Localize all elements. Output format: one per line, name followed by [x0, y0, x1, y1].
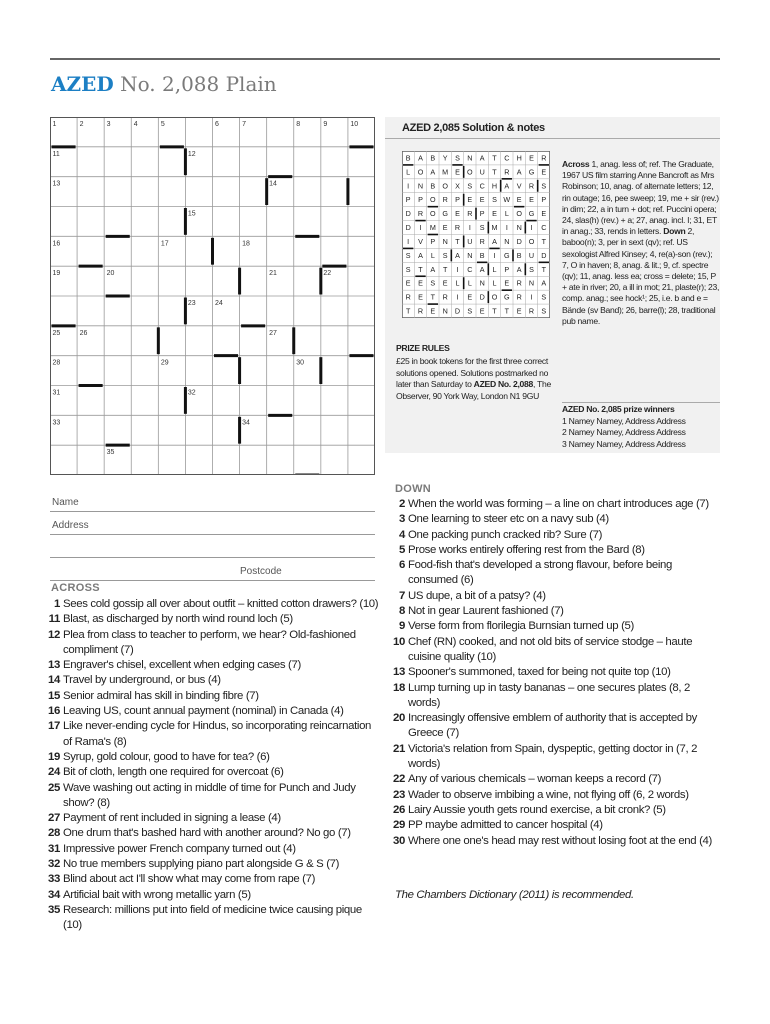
grid-number: 1 [52, 121, 57, 128]
clue-text: One drum that's bashed hard with another around? No go (7) [63, 827, 351, 840]
grid-number: 29 [160, 359, 169, 367]
clue-number: 31 [48, 842, 60, 855]
clue-number: 6 [399, 559, 405, 572]
grid-number: 10 [350, 121, 359, 128]
clue-across-27 [45, 811, 380, 826]
clue-number: 32 [48, 858, 60, 871]
clue-text: Plea from class to teacher to perform, we hear? Old-fashioned compliment (7) [63, 628, 356, 656]
clue-number: 13 [393, 666, 405, 679]
clue-across-19 [45, 750, 380, 765]
top-rule [50, 58, 720, 60]
grid-number: 12 [187, 150, 196, 158]
down-clues [390, 497, 722, 849]
winner-2: 2 Namey Namey, Address Address [562, 427, 686, 438]
solution-row: LOAMEOUTRAGE [406, 167, 547, 177]
clue-number: 24 [48, 766, 60, 779]
clue-number: 10 [393, 635, 405, 648]
winners-title: AZED No. 2,085 prize winners [562, 404, 675, 414]
clue-across-15 [45, 689, 380, 704]
notes-down-label: Down [663, 226, 686, 237]
grid-number: 26 [79, 329, 88, 337]
clue-text: Senior admiral has skill in binding fibre (7) [63, 689, 259, 702]
clue-text: Wader to observe imbibing a wine, not flying off (6, 2 words) [408, 788, 689, 801]
title-brand: AZED [51, 72, 114, 96]
grid-number: 25 [52, 329, 61, 337]
winner-3: 3 Namey Namey, Address Address [562, 438, 686, 449]
clue-number: 14 [48, 674, 60, 687]
solution-row: TRENDSETTERS [405, 306, 547, 316]
grid-number: 18 [242, 240, 250, 248]
clue-number: 25 [48, 781, 60, 794]
grid-number: 11 [52, 150, 60, 158]
clue-number: 5 [399, 543, 405, 556]
clue-number: 34 [48, 888, 60, 901]
solution-row: INBOXSCHAVRS [407, 181, 547, 191]
clue-text: Blind about act I'll show what may come from rape (7) [63, 873, 316, 886]
grid-number: 22 [323, 270, 332, 278]
clue-down-7 [390, 589, 722, 604]
clue-across-28 [45, 826, 380, 841]
prize-text-1: £25 in book tokens for the first three correct solutions opened. Solutions postmarked no later than Saturday to [396, 356, 549, 390]
grid-number: 3 [106, 121, 111, 128]
grid-number: 21 [269, 270, 277, 278]
grid-number: 27 [269, 329, 277, 337]
grid-number: 35 [106, 449, 115, 457]
grid-number: 7 [242, 121, 246, 128]
clue-text: One learning to steer etc on a navy sub (4) [408, 513, 609, 526]
clue-across-24 [45, 765, 380, 780]
grid-number: 8 [296, 121, 301, 128]
clue-down-5 [390, 543, 722, 558]
clue-across-17 [45, 719, 380, 750]
grid-number: 13 [52, 180, 61, 188]
clue-across-31 [45, 842, 380, 857]
clue-number: 18 [393, 681, 405, 694]
clue-text: Not in gear Laurent fashioned (7) [408, 605, 564, 618]
clue-text: Lump turning up in tasty bananas – one secures plates (8, 2 words) [408, 681, 691, 709]
clue-number: 30 [393, 834, 405, 847]
grid-number: 31 [52, 389, 61, 397]
grid-number: 28 [52, 359, 61, 367]
grid-number: 24 [215, 300, 223, 307]
grid-number: 4 [133, 121, 138, 128]
clue-text: Leaving US, count annual payment (nominal) in Canada (4) [63, 705, 344, 718]
clue-text: Victoria's relation from Spain, dyspeptic, getting doctor in (7, 2 words) [408, 742, 698, 771]
solution-row: STATICALPAST [405, 264, 547, 274]
clue-text: Like never-ending cycle for Hindus, so incorporating reincarnation of Rama's (8) [63, 720, 372, 748]
puzzle-title [51, 72, 277, 96]
clue-across-34 [45, 888, 380, 903]
solution-rule [385, 138, 720, 139]
clue-down-6 [390, 558, 722, 589]
clue-number: 29 [393, 819, 405, 832]
clue-number: 28 [48, 827, 60, 840]
clue-text: Increasingly offensive emblem of authority that is accepted by Greece (7) [408, 712, 697, 740]
prize-address-bold: AZED No. 2,088 [473, 379, 533, 390]
winners-rule [562, 402, 720, 403]
dictionary-note: The Chambers Dictionary (2011) is recommended. [395, 889, 634, 901]
clue-number: 8 [399, 605, 405, 618]
clue-text: Food-fish that's developed a strong flavour, before being consumed (6) [408, 559, 673, 587]
clue-down-8 [390, 604, 722, 619]
across-clues [45, 597, 380, 934]
clue-across-11 [45, 612, 380, 627]
clue-down-23 [390, 788, 722, 803]
clue-text: Where one one's head may rest without losing foot at the end (4) [408, 834, 712, 847]
clue-text: Engraver's chisel, excellent when edging cases (7) [63, 659, 301, 672]
clue-text: Payment of rent included in signing a lease (4) [63, 812, 281, 825]
clue-text: When the world was forming – a line on chart introduces age (7) [408, 498, 709, 510]
prize-winners [562, 404, 720, 450]
clue-down-3 [390, 512, 722, 527]
clue-text: PP maybe admitted to cancer hospital (4) [408, 819, 603, 832]
notes-across-label: Across [562, 159, 590, 169]
clue-text: Prose works entirely offering rest from the Bard (8) [408, 543, 645, 556]
solution-row: RETRIEDOGRIS [405, 292, 547, 302]
grid-number: 2 [79, 121, 84, 128]
clue-across-13 [45, 658, 380, 673]
clue-number: 1 [54, 598, 60, 610]
clue-number: 12 [48, 628, 60, 641]
solution-row: DIMERISMINIC [405, 223, 547, 233]
clue-text: Artificial bait with wrong metallic yarn (5) [63, 888, 251, 901]
clue-number: 19 [48, 750, 60, 763]
grid-number: 17 [160, 240, 169, 248]
clue-down-21 [390, 742, 722, 773]
winner-1: 1 Namey Namey, Address Address [562, 415, 686, 426]
title-number: No. 2,088 Plain [120, 72, 277, 96]
clue-down-26 [390, 803, 722, 818]
across-heading: ACROSS [51, 582, 100, 594]
clue-text: Wave washing out acting in middle of time for Punch and Judy show? (8) [63, 781, 356, 809]
crossword-grid[interactable] [50, 117, 375, 475]
clue-number: 20 [393, 712, 405, 725]
grid-number: 20 [106, 270, 115, 278]
clue-down-20 [390, 711, 722, 742]
grid-number: 34 [242, 419, 250, 427]
solution-row: SALSANBIGBUD [405, 250, 547, 260]
prize-text-2: , The Observer, 90 York Way, London N1 9GU [396, 379, 551, 401]
down-heading: DOWN [395, 483, 432, 495]
clue-text: Bit of cloth, length one required for overcoat (6) [63, 766, 284, 779]
clue-across-16 [45, 704, 380, 719]
clue-text: US dupe, a bit of a patsy? (4) [408, 589, 546, 602]
clue-text: Sees cold gossip all over about outfit – knitted cotton drawers? (10) [63, 598, 379, 610]
clue-across-12 [45, 628, 380, 659]
clue-down-30 [390, 834, 722, 849]
clue-down-29 [390, 818, 722, 833]
clue-number: 23 [393, 788, 405, 801]
grid-number: 30 [296, 359, 305, 367]
clue-number: 26 [393, 803, 405, 816]
solution-grid [402, 151, 550, 318]
clue-text: Lairy Aussie youth gets round exercise, a bit cronk? (5) [408, 803, 666, 816]
clue-number: 15 [48, 689, 60, 702]
clue-number: 16 [48, 705, 60, 718]
name-label: Name [52, 497, 79, 508]
grid-number: 15 [187, 210, 196, 218]
clue-down-13 [390, 665, 722, 680]
clue-down-9 [390, 619, 722, 634]
clue-number: 22 [393, 773, 405, 786]
prize-rules-heading: PRIZE RULES [396, 343, 450, 353]
clue-number: 3 [399, 513, 405, 526]
clue-across-14 [45, 673, 380, 688]
clue-number: 27 [48, 812, 60, 825]
address-line-1[interactable] [50, 534, 375, 535]
clue-number: 17 [48, 720, 60, 733]
solution-row: IVPNTURANDOT [407, 236, 547, 246]
prize-rules-text [396, 356, 556, 402]
clue-across-33 [45, 872, 380, 887]
address-label: Address [52, 520, 89, 531]
grid-number: 14 [269, 180, 277, 188]
clue-text: One packing punch cracked rib? Sure (7) [408, 528, 603, 541]
clue-number: 33 [48, 873, 60, 886]
clue-down-10 [390, 635, 722, 666]
solution-row: EESELLNLERNA [405, 278, 547, 288]
clue-text: Any of various chemicals – woman keeps a record (7) [408, 773, 662, 786]
clue-number: 35 [48, 903, 60, 916]
grid-number: 9 [323, 121, 328, 128]
clue-number: 7 [399, 589, 405, 602]
clue-down-4 [390, 528, 722, 543]
grid-number: 5 [160, 121, 165, 128]
grid-number: 33 [52, 419, 61, 427]
clue-across-32 [45, 857, 380, 872]
notes-down-text: 2, baboo(n); 3, per in sext (qv); ref. US sexologist Alfred Kinsey; 4, re(a)-son (rev.); 7, O in haven; 8, anag. & lit.; 9, cf. spectre (qv); 11, anag. less ea; cross = delete; 15, P + ate in river; 20, a ill in mot; 21, plaste(r); 23, comp. anag.; see hock¹; 25, i.e. b and e = Bände (sv Band); 26, barre(l); 28, traditional pub name. [562, 226, 720, 326]
grid-number: 6 [215, 121, 219, 128]
clue-number: 11 [48, 613, 60, 626]
clue-down-18 [390, 681, 722, 712]
clue-number: 4 [399, 528, 405, 541]
clue-down-22 [390, 772, 722, 787]
clue-text: Chef (RN) cooked, and not old bits of service stodge – haute cuisine quality (10) [408, 635, 693, 663]
clue-text: Verse form from florilegia Burnsian turned up (5) [408, 620, 634, 633]
solution-row: DROGERPELOGE [405, 209, 547, 219]
grid-number: 32 [187, 389, 196, 397]
solution-title: AZED 2,085 Solution & notes [402, 122, 545, 134]
clue-text: Blast, as discharged by north wind round loch (5) [63, 613, 293, 626]
postcode-label: Postcode [240, 566, 282, 577]
clue-text: Impressive power French company turned out (4) [63, 842, 296, 855]
solution-row: BABYSNATCHER [405, 153, 547, 163]
clue-number: 9 [399, 620, 405, 633]
notes-across-text: 1, anag. less of; ref. The Graduate, 1967 US film starring Anne Bancroft as Mrs Robinson; 10, anag. of alternate letters; 12, rin outage; 16, pee sweep; 19, me + sir (rev.) in dim; 22, a in turn + dot; ref. Puccini opera; 24, slas(h) (rev.) + a; 27, anag. incl. I; 31, ET in anag.; 33, rends in letters. [562, 159, 719, 237]
clue-number: 21 [393, 742, 405, 755]
clue-text: Syrup, gold colour, good to have for tea? (6) [63, 750, 270, 763]
clue-across-35 [45, 903, 380, 934]
clue-across-25 [45, 781, 380, 812]
grid-number: 23 [187, 300, 196, 307]
clue-text: Research: millions put into field of medicine twice causing pique (10) [63, 903, 362, 932]
clue-text: Spooner's summoned, taxed for being not quite top (10) [408, 666, 671, 679]
clue-text: Travel by underground, or bus (4) [63, 674, 221, 687]
clue-text: No true members supplying piano part alongside G & S (7) [63, 858, 340, 871]
grid-number: 16 [52, 240, 61, 248]
clue-number: 13 [48, 659, 60, 672]
postcode-line[interactable] [50, 580, 375, 581]
clue-number: 2 [399, 498, 405, 510]
name-line[interactable] [50, 511, 375, 512]
clue-down-2 [390, 497, 722, 512]
address-line-2[interactable] [50, 557, 375, 558]
grid-number: 19 [52, 270, 61, 278]
solution-notes [562, 159, 720, 327]
clue-across-1 [45, 597, 380, 612]
solution-row: PPORPEESWEEP [405, 195, 547, 205]
